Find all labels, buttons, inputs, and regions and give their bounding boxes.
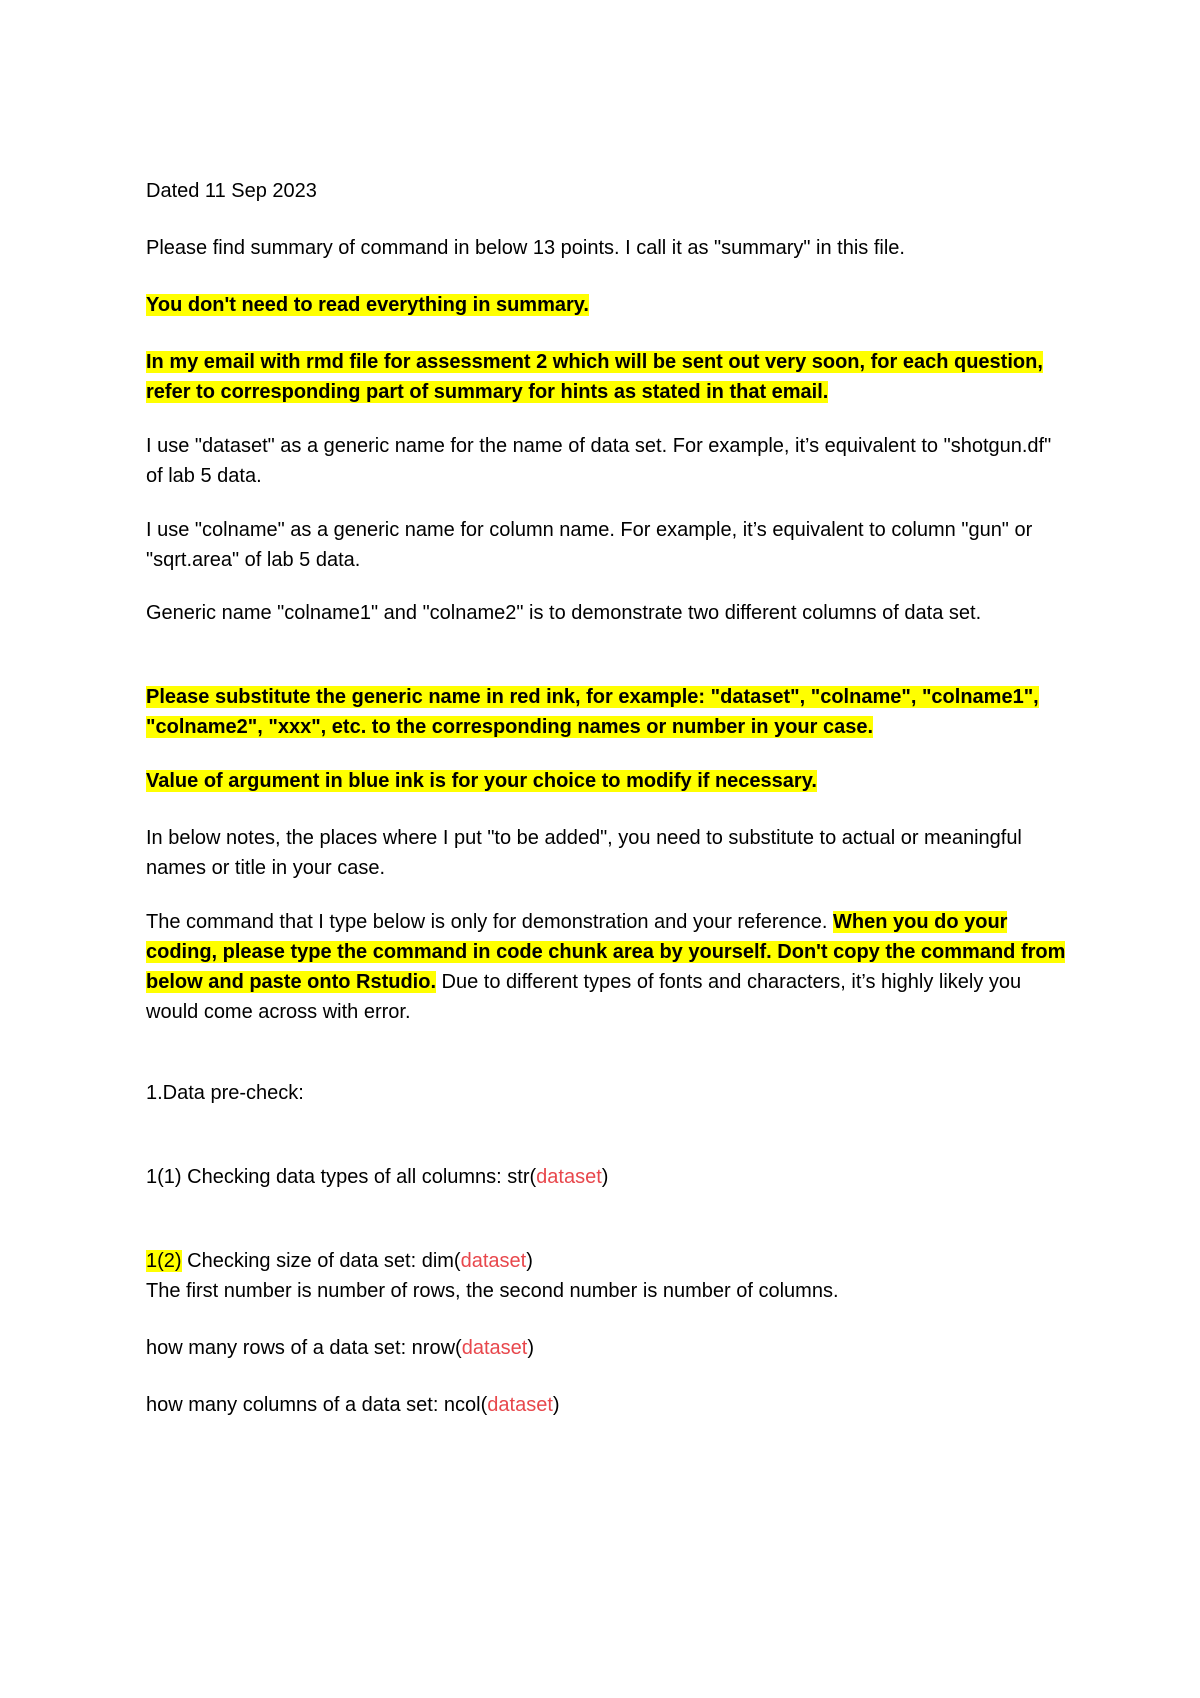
note-no-need-text: You don't need to read everything in summary.: [146, 294, 589, 316]
item-1-1-generic-dataset: dataset: [536, 1166, 602, 1188]
to-be-added-paragraph: In below notes, the places where I put "to be added", you need to substitute to actual or meaningful names or title in your case.: [146, 827, 1022, 879]
item-1-2-generic-dataset: dataset: [460, 1250, 527, 1272]
nrow-text: how many rows of a data set: nrow(: [146, 1337, 462, 1359]
ncol-close: ): [552, 1394, 560, 1416]
command-demo-paragraph: [146, 907, 1066, 1027]
ncol-generic-dataset: dataset: [487, 1394, 553, 1416]
command-demo-tail: Due to different types of fonts and characters, it’s highly likely you would come across with error.: [146, 971, 1022, 1023]
note-email-paragraph: [146, 347, 1066, 407]
item-1-1-text: 1(1) Checking data types of all columns: str(: [146, 1166, 537, 1188]
command-demo-plain: The command that I type below is only for demonstration and your reference.: [146, 911, 834, 933]
intro-paragraph: Please find summary of command in below 13 points. I call it as "summary" in this file.: [146, 237, 905, 259]
value-blue-text: Value of argument in blue ink is for your choice to modify if necessary.: [146, 770, 817, 792]
ncol-text: how many columns of a data set: ncol(: [146, 1394, 488, 1416]
note-email-text: In my email with rmd file for assessment 2 which will be sent out very soon, for each question, refer to corresponding part of summary for hints as stated in that email.: [146, 351, 1043, 403]
command-demo-highlight: When you do your coding, please type the command in code chunk area by yourself. Don't copy the command from below and paste onto Rstudio.: [146, 911, 1066, 993]
item-1-1: [146, 1162, 1066, 1192]
colname12-generic-paragraph: Generic name "colname1" and "colname2" is to demonstrate two different columns of data set.: [146, 602, 982, 624]
item-1-2: [146, 1246, 1066, 1276]
nrow-generic-dataset: dataset: [461, 1337, 528, 1359]
date-line: Dated 11 Sep 2023: [146, 180, 317, 202]
substitute-red-paragraph: [146, 682, 1066, 742]
value-blue-paragraph: [146, 766, 1066, 796]
item-1-2-close: ): [526, 1250, 533, 1272]
colname-generic-paragraph: I use "colname" as a generic name for column name. For example, it’s equivalent to column "gun" or "sqrt.area" of lab 5 data.: [146, 519, 1033, 571]
nrow-line: [146, 1333, 1066, 1363]
item-1-2-explain: The first number is number of rows, the second number is number of columns.: [146, 1280, 839, 1302]
item-1-2-number: 1(2): [146, 1250, 182, 1272]
ncol-line: [146, 1390, 1066, 1420]
dataset-generic-paragraph: I use "dataset" as a generic name for the name of data set. For example, it’s equivalent to "shotgun.df" of lab 5 data.: [146, 435, 1052, 487]
note-no-need-paragraph: [146, 290, 1066, 320]
substitute-red-text: Please substitute the generic name in red ink, for example: "dataset", "colname", "colname1", "colname2", "xxx", etc. to the corresponding names or number in your case.: [146, 686, 1039, 738]
nrow-close: ): [527, 1337, 534, 1359]
item-1-2-text: Checking size of data set: dim(: [181, 1250, 461, 1272]
item-1-1-close: ): [601, 1166, 609, 1188]
section-1-title: 1.Data pre-check:: [146, 1082, 304, 1104]
